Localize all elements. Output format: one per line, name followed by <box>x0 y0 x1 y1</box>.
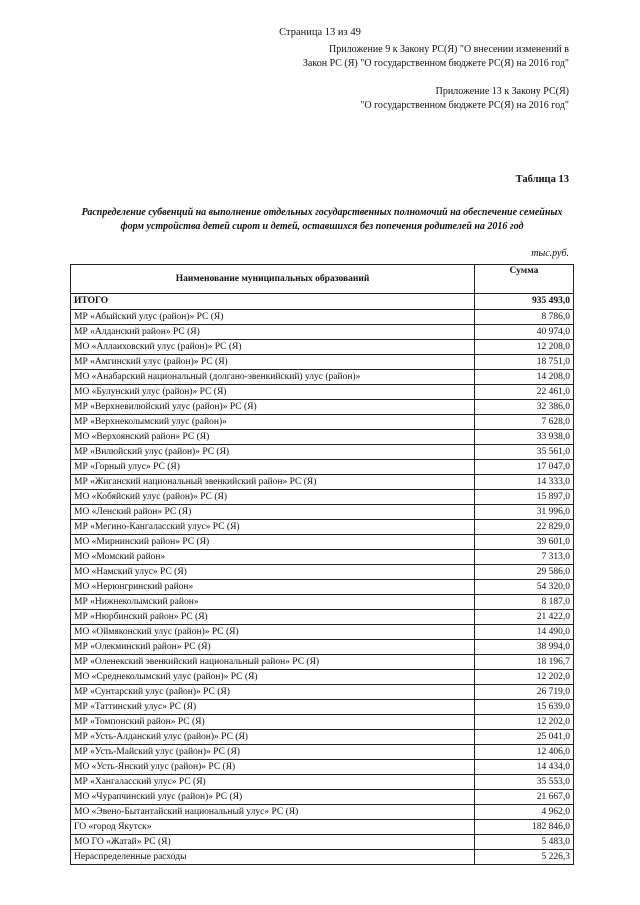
table-row <box>71 370 574 385</box>
table-row <box>71 625 574 640</box>
table-row <box>71 835 574 850</box>
table-row <box>71 580 574 595</box>
row-name: МО «Кобяйский улус (район)» РС (Я) <box>71 490 475 505</box>
row-value: 22 461,0 <box>475 385 574 400</box>
table-row <box>71 400 574 415</box>
row-name: МО «Усть-Янский улус (район)» РС (Я) <box>71 760 475 775</box>
row-value: 39 601,0 <box>475 535 574 550</box>
table-row <box>71 790 574 805</box>
row-name: МО ГО «Жатай» РС (Я) <box>71 835 475 850</box>
table-row <box>71 700 574 715</box>
table-row <box>71 445 574 460</box>
row-value: 18 751,0 <box>475 355 574 370</box>
table-row <box>71 640 574 655</box>
row-value: 33 938,0 <box>475 430 574 445</box>
row-name: МР «Олекминский район» РС (Я) <box>71 640 475 655</box>
appendix-note-1-line-1: Приложение 9 к Закону РС(Я) "О внесении изменений в <box>329 44 569 55</box>
row-name: МР «Таттинский улус» РС (Я) <box>71 700 475 715</box>
row-name: МО «Намский улус» РС (Я) <box>71 565 475 580</box>
table-row <box>71 430 574 445</box>
total-row <box>71 294 574 310</box>
subsidy-table <box>70 264 574 865</box>
row-value: 182 846,0 <box>475 820 574 835</box>
row-value: 14 490,0 <box>475 625 574 640</box>
table-row <box>71 775 574 790</box>
row-name: МР «Амгинский улус (район)» РС (Я) <box>71 355 475 370</box>
row-value: 14 333,0 <box>475 475 574 490</box>
row-name: МО «Нерюнгринский район» <box>71 580 475 595</box>
row-value: 54 320,0 <box>475 580 574 595</box>
row-value: 17 047,0 <box>475 460 574 475</box>
row-value: 7 628,0 <box>475 415 574 430</box>
table-row <box>71 565 574 580</box>
row-value: 22 829,0 <box>475 520 574 535</box>
table-row <box>71 505 574 520</box>
table-row <box>71 715 574 730</box>
appendix-note-1-line-2: Закон РС (Я) "О государственном бюджете РС(Я) на 2016 год" <box>302 58 569 69</box>
header-sum: Сумма <box>475 265 574 294</box>
row-value: 8 187,0 <box>475 595 574 610</box>
document-title: Распределение субвенций на выполнение отдельных государственных полномочий на обеспечение семейных форм устройства детей сирот и детей, оставшихся без попечения родителей на 2016 год <box>81 207 563 232</box>
row-name: МР «Верхневилюйский улус (район)» РС (Я) <box>71 400 475 415</box>
row-name: МО «Оймяконский улус (район)» РС (Я) <box>71 625 475 640</box>
row-value: 8 786,0 <box>475 310 574 325</box>
row-name: МР «Горный улус» РС (Я) <box>71 460 475 475</box>
row-name: МО «Мирнинский район» РС (Я) <box>71 535 475 550</box>
row-value: 29 586,0 <box>475 565 574 580</box>
row-value: 12 202,0 <box>475 715 574 730</box>
row-value: 7 313,0 <box>475 550 574 565</box>
row-value: 21 422,0 <box>475 610 574 625</box>
row-name: МО «Ленский район» РС (Я) <box>71 505 475 520</box>
row-value: 5 483,0 <box>475 835 574 850</box>
row-name: МР «Хангаласский улус» РС (Я) <box>71 775 475 790</box>
row-name: МР «Оленекский эвенкийский национальный район» РС (Я) <box>71 655 475 670</box>
table-row <box>71 520 574 535</box>
page-number: Страница 13 из 49 <box>279 27 361 38</box>
table-row <box>71 340 574 355</box>
table-row <box>71 655 574 670</box>
row-value: 15 639,0 <box>475 700 574 715</box>
appendix-note-2 <box>360 85 569 113</box>
row-name: ГО «город Якутск» <box>71 820 475 835</box>
row-value: 35 561,0 <box>475 445 574 460</box>
row-name: МР «Алданский район» РС (Я) <box>71 325 475 340</box>
row-name: МР «Вилюйский улус (район)» РС (Я) <box>71 445 475 460</box>
row-name: МР «Абыйский улус (район)» РС (Я) <box>71 310 475 325</box>
row-name: МР «Томпонский район» РС (Я) <box>71 715 475 730</box>
row-value: 5 226,3 <box>475 850 574 865</box>
table-row <box>71 670 574 685</box>
row-name: МР «Усть-Алданский улус (район)» РС (Я) <box>71 730 475 745</box>
unit-label: тыс.руб. <box>531 248 569 259</box>
table-number: Таблица 13 <box>515 174 569 185</box>
table-row <box>71 355 574 370</box>
row-value: 14 208,0 <box>475 370 574 385</box>
total-value: 935 493,0 <box>475 294 574 310</box>
row-name: МР «Верхнеколымский улус (район)» <box>71 415 475 430</box>
table-row <box>71 550 574 565</box>
row-value: 40 974,0 <box>475 325 574 340</box>
row-value: 4 962,0 <box>475 805 574 820</box>
row-value: 38 994,0 <box>475 640 574 655</box>
row-name: МР «Жиганский национальный эвенкийский район» РС (Я) <box>71 475 475 490</box>
table-row <box>71 850 574 865</box>
table-row <box>71 460 574 475</box>
row-value: 21 667,0 <box>475 790 574 805</box>
table-row <box>71 325 574 340</box>
row-name: МО «Чурапчинский улус (район)» РС (Я) <box>71 790 475 805</box>
row-name: МР «Усть-Майский улус (район)» РС (Я) <box>71 745 475 760</box>
table-row <box>71 685 574 700</box>
row-value: 15 897,0 <box>475 490 574 505</box>
row-value: 12 202,0 <box>475 670 574 685</box>
total-label: ИТОГО <box>71 294 475 310</box>
table-row <box>71 490 574 505</box>
row-value: 18 196,7 <box>475 655 574 670</box>
row-name: МО «Анабарский национальный (долгано-эвенкийский) улус (район)» <box>71 370 475 385</box>
row-name: МО «Эвено-Бытантайский национальный улус» РС (Я) <box>71 805 475 820</box>
row-value: 32 386,0 <box>475 400 574 415</box>
table-row <box>71 475 574 490</box>
row-name: МР «Сунтарский улус (район)» РС (Я) <box>71 685 475 700</box>
table-row <box>71 805 574 820</box>
row-name: МО «Аллаиховский улус (район)» РС (Я) <box>71 340 475 355</box>
row-name: МО «Момский район» <box>71 550 475 565</box>
appendix-note-1 <box>303 43 569 71</box>
row-value: 12 208,0 <box>475 340 574 355</box>
table-row <box>71 535 574 550</box>
table-row <box>71 610 574 625</box>
row-value: 35 553,0 <box>475 775 574 790</box>
table-row <box>71 385 574 400</box>
row-name: МО «Булунский улус (район)» РС (Я) <box>71 385 475 400</box>
row-name: МР «Нижнеколымский район» <box>71 595 475 610</box>
table-row <box>71 730 574 745</box>
row-value: 25 041,0 <box>475 730 574 745</box>
table-row <box>71 310 574 325</box>
row-value: 26 719,0 <box>475 685 574 700</box>
table-row <box>71 760 574 775</box>
appendix-note-2-line-2: "О государственном бюджете РС(Я) на 2016 год" <box>360 100 569 111</box>
row-name: МО «Среднеколымский улус (район)» РС (Я) <box>71 670 475 685</box>
row-name: МР «Нюрбинский район» РС (Я) <box>71 610 475 625</box>
table-row <box>71 415 574 430</box>
row-value: 14 434,0 <box>475 760 574 775</box>
row-value: 31 996,0 <box>475 505 574 520</box>
table-row <box>71 745 574 760</box>
table-header-row <box>71 265 574 294</box>
row-name: МО «Верхоянский район» РС (Я) <box>71 430 475 445</box>
row-name: Нераспределенные расходы <box>71 850 475 865</box>
row-value: 12 406,0 <box>475 745 574 760</box>
appendix-note-2-line-1: Приложение 13 к Закону РС(Я) <box>435 86 569 97</box>
header-name: Наименование муниципальных образований <box>71 265 475 294</box>
table-row <box>71 595 574 610</box>
row-name: МР «Мегино-Кангаласский улус» РС (Я) <box>71 520 475 535</box>
table-row <box>71 820 574 835</box>
